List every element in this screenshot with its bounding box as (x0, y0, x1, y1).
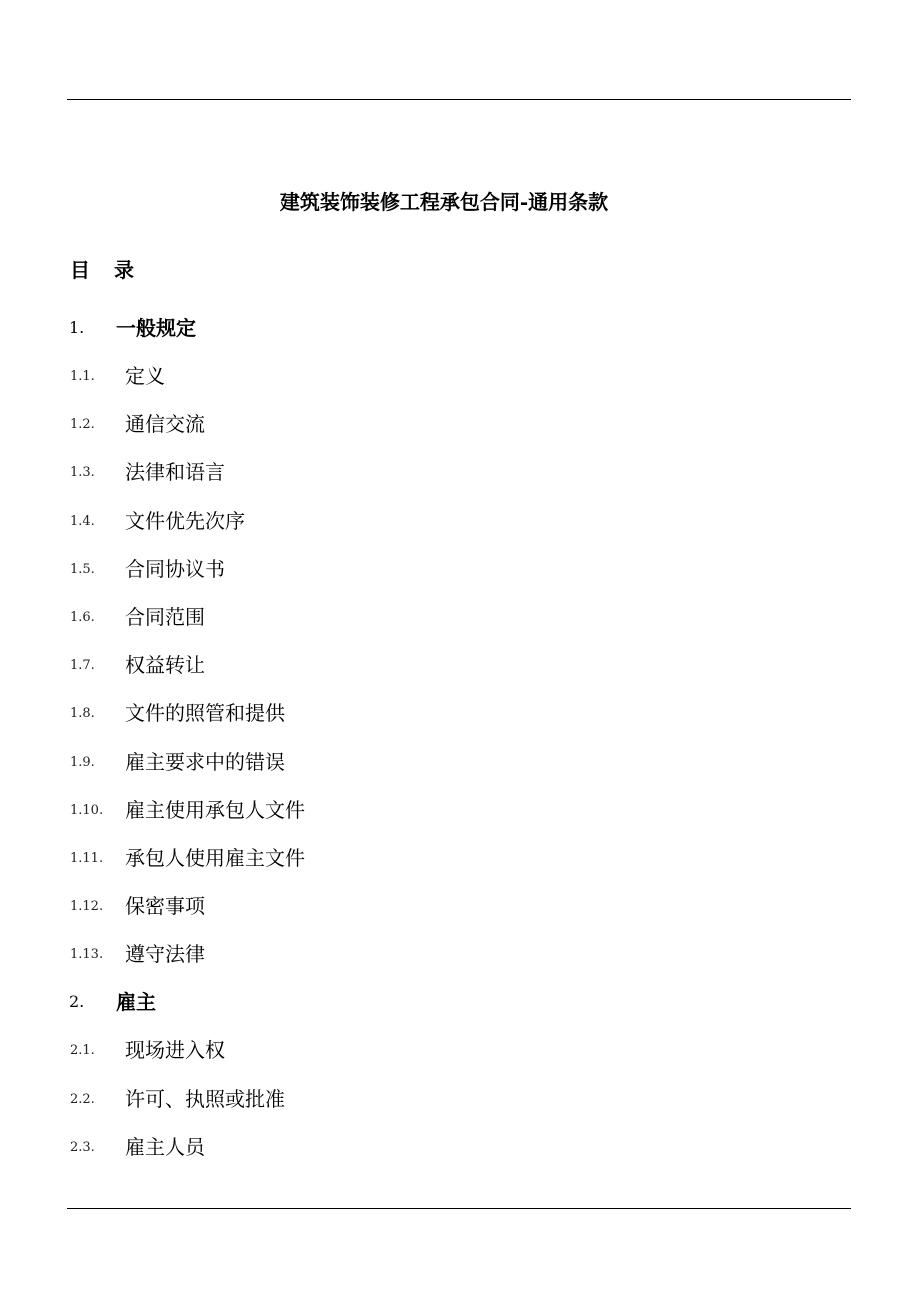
toc-heading-char-2: 录 (114, 258, 134, 282)
toc-entry-label: 合同协议书 (125, 556, 225, 581)
toc-entry-label: 权益转让 (125, 653, 205, 678)
toc-entry-label: 承包人使用雇主文件 (125, 845, 305, 870)
header-rule (67, 99, 851, 100)
toc-entry-number: 2.2. (70, 1091, 95, 1107)
toc-entry-number: 2.1. (70, 1043, 95, 1059)
toc-entry-number: 1.8. (70, 706, 95, 722)
toc-entry-number: 2.3. (70, 1139, 95, 1155)
toc-heading (70, 256, 134, 284)
toc-entry-number: 1.2. (70, 417, 95, 433)
toc-entry[interactable] (69, 1036, 849, 1064)
toc-entry-number: 1.10. (70, 802, 104, 818)
toc-entry-number: 1.11. (70, 850, 104, 866)
toc-entry-number: 1.1. (70, 369, 95, 384)
toc-entry[interactable] (69, 892, 849, 920)
toc-entry-number: 1.6. (70, 609, 95, 625)
toc-entry[interactable] (69, 748, 849, 776)
toc-entry[interactable] (69, 410, 849, 438)
toc-entry-label: 现场进入权 (125, 1038, 225, 1063)
toc-entry[interactable] (69, 458, 849, 486)
toc-entry-label: 通信交流 (125, 412, 205, 437)
toc-entry[interactable] (69, 1085, 849, 1113)
toc-entry-label: 定义 (125, 364, 165, 388)
toc-entry[interactable] (69, 362, 849, 390)
toc-entry-number: 1. (69, 318, 85, 337)
toc-entry-number: 1.13. (70, 947, 104, 963)
toc-entry-label: 雇主要求中的错误 (125, 749, 285, 774)
toc-entry-number: 1.4. (70, 513, 95, 529)
toc-entry[interactable] (69, 651, 849, 679)
table-of-contents (69, 314, 849, 1181)
toc-entry-label: 合同范围 (125, 604, 205, 629)
toc-entry[interactable] (69, 507, 849, 535)
toc-entry-label: 雇主使用承包人文件 (125, 797, 305, 822)
toc-entry-number: 1.5. (70, 561, 95, 577)
toc-entry-label: 遵守法律 (125, 942, 205, 967)
toc-entry[interactable] (69, 314, 849, 342)
toc-entry-label: 一般规定 (116, 316, 196, 340)
toc-entry-label: 文件优先次序 (125, 508, 245, 533)
toc-entry-label: 雇主 (116, 990, 156, 1015)
toc-entry[interactable] (69, 699, 849, 727)
toc-entry[interactable] (69, 988, 849, 1016)
toc-entry-label: 法律和语言 (125, 460, 225, 485)
toc-entry-number: 1.9. (70, 754, 95, 770)
toc-heading-char-1: 目 (70, 258, 90, 282)
toc-entry[interactable] (69, 844, 849, 872)
document-title: 建筑装饰装修工程承包合同-通用条款 (279, 190, 609, 214)
footer-rule (67, 1208, 851, 1209)
toc-entry-label: 文件的照管和提供 (125, 701, 285, 726)
toc-entry-number: 1.3. (70, 465, 95, 481)
toc-entry-label: 保密事项 (125, 894, 205, 919)
toc-entry[interactable] (69, 1133, 849, 1161)
toc-entry-label: 雇主人员 (125, 1134, 205, 1159)
toc-entry[interactable] (69, 603, 849, 631)
toc-entry[interactable] (69, 796, 849, 824)
toc-entry[interactable] (69, 555, 849, 583)
toc-entry-number: 1.12. (70, 899, 104, 915)
toc-entry-number: 2. (69, 992, 85, 1012)
toc-entry-label: 许可、执照或批准 (125, 1086, 285, 1111)
toc-entry-number: 1.7. (70, 658, 95, 674)
toc-entry[interactable] (69, 940, 849, 968)
